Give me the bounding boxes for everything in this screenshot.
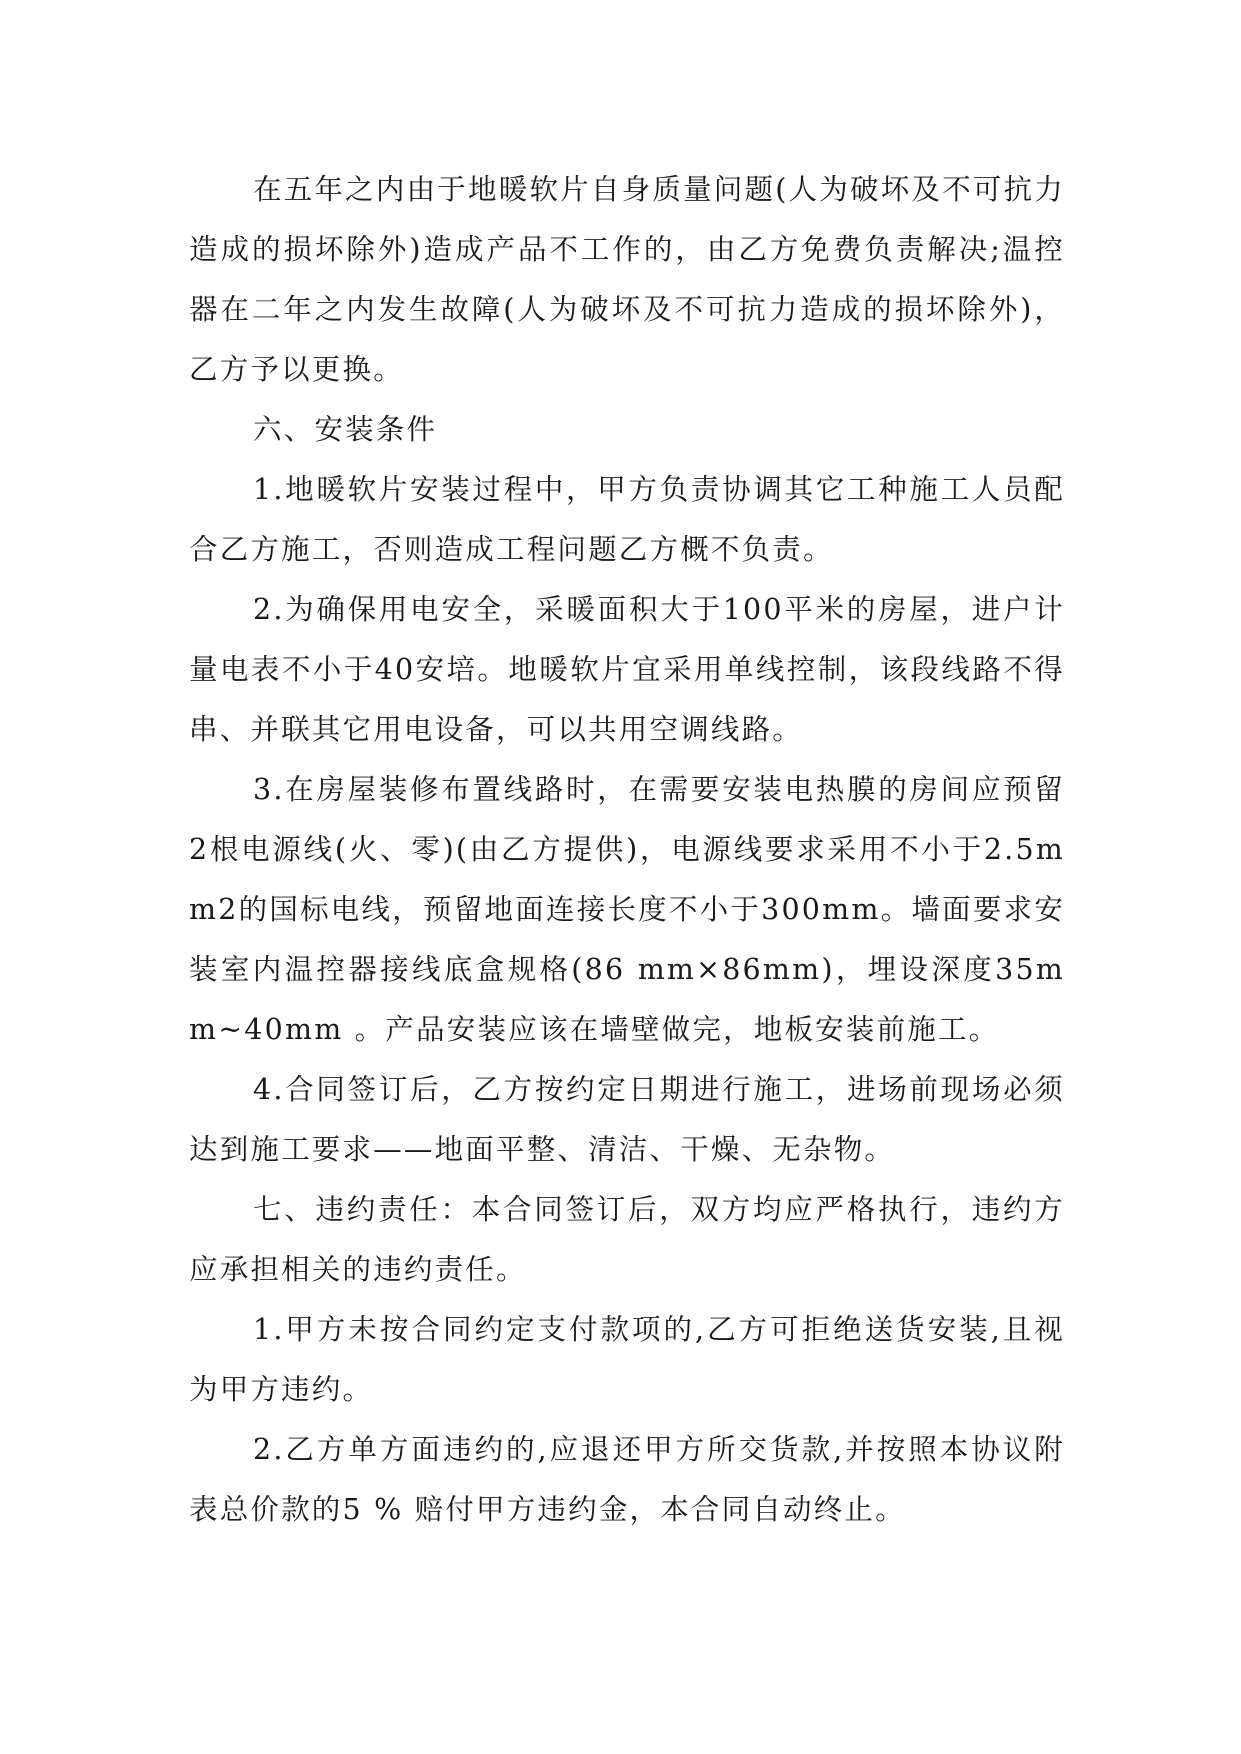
paragraph-installation-1: 1.地暖软片安装过程中，甲方负责协调其它工种施工人员配合乙方施工，否则造成工程问题乙方概不负责。 xyxy=(189,473,1065,566)
paragraph-installation-2: 2.为确保用电安全，采暖面积大于100平米的房屋，进户计量电表不小于40安培。地暖软片宜采用单线控制，该段线路不得串、并联其它用电设备，可以共用空调线路。 xyxy=(189,593,1065,746)
paragraph-warranty: 在五年之内由于地暖软片自身质量问题(人为破坏及不可抗力造成的损坏除外)造成产品不工作的，由乙方免费负责解决;温控器在二年之内发生故障(人为破坏及不可抗力造成的损坏除外)，乙方予以更换。 xyxy=(189,173,1065,386)
paragraph-installation-3: 3.在房屋装修布置线路时，在需要安装电热膜的房间应预留2根电源线(火、零)(由乙方提供)，电源线要求采用不小于2.5mm2的国标电线，预留地面连接长度不小于300mm。墙面要求安装室内温控器接线底盒规格(86 mm×86mm)，埋设深度35mm~40mm 。产品安装应该在墙壁做完，地板安装前施工。 xyxy=(189,773,1065,1046)
paragraph-breach-2: 2.乙方单方面违约的,应退还甲方所交货款,并按照本协议附表总价款的5 % 赔付甲方违约金，本合同自动终止。 xyxy=(189,1433,1065,1526)
paragraph-installation-4: 4.合同签订后，乙方按约定日期进行施工，进场前现场必须达到施工要求——地面平整、清洁、干燥、无杂物。 xyxy=(189,1073,1065,1166)
section-heading-breach-liability: 七、违约责任：本合同签订后，双方均应严格执行，违约方应承担相关的违约责任。 xyxy=(189,1193,1065,1286)
paragraph-breach-1: 1.甲方未按合同约定支付款项的,乙方可拒绝送货安装,且视为甲方违约。 xyxy=(189,1313,1065,1406)
section-heading-installation-conditions: 六、安装条件 xyxy=(253,413,438,446)
document-body xyxy=(189,160,1065,1540)
